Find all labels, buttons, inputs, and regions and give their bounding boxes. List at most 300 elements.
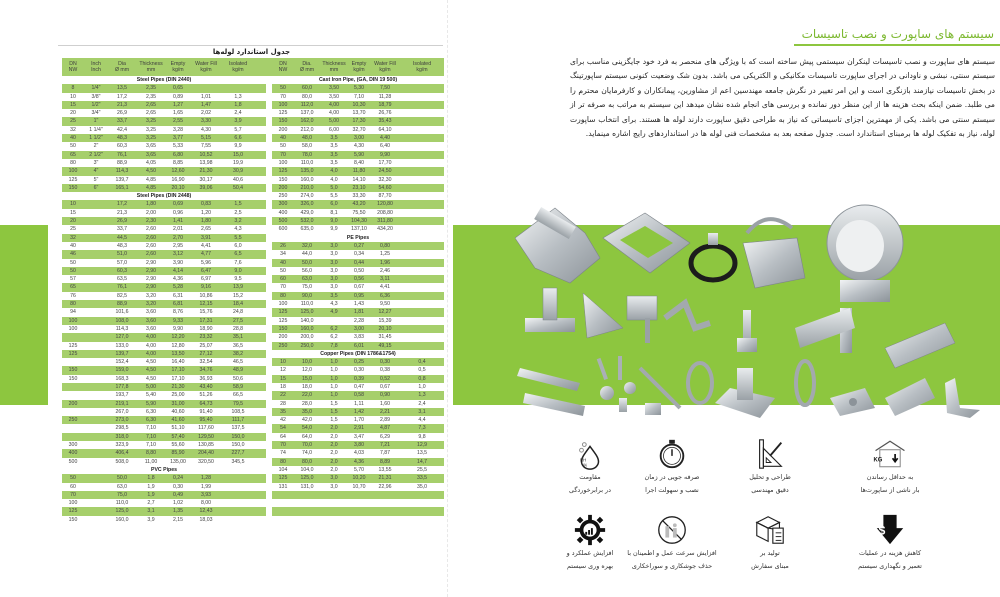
table-cell: 48,3 xyxy=(108,242,136,250)
table-cell: 400 xyxy=(272,209,294,217)
column-header-spacer xyxy=(254,58,266,76)
table-cell: 150 xyxy=(62,184,84,192)
table-cell: 0,80 xyxy=(370,242,400,250)
table-cell xyxy=(84,292,108,300)
feature-caption-line2: مبنای سفارش xyxy=(751,562,789,570)
table-row xyxy=(62,234,266,242)
table-cell xyxy=(400,507,444,515)
table-cell xyxy=(400,176,444,184)
table-cell xyxy=(84,416,108,424)
table-cell: 139,7 xyxy=(108,176,136,184)
table-cell xyxy=(84,350,108,358)
table-row xyxy=(62,441,266,449)
table-cell: 70 xyxy=(272,93,294,101)
table-cell: 33,30 xyxy=(348,192,370,200)
table-cell-spacer xyxy=(254,308,266,316)
table-cell: 125 xyxy=(272,317,294,325)
table-cell: 25,5 xyxy=(400,466,444,474)
table-cell: 131,0 xyxy=(294,483,320,491)
table-cell: 88,9 xyxy=(108,159,136,167)
table-cell xyxy=(84,507,108,515)
table-cell: 13,55 xyxy=(370,466,400,474)
table-cell: 80 xyxy=(62,159,84,167)
table-cell: 250 xyxy=(272,342,294,350)
table-row xyxy=(62,275,266,283)
column-header-line2: Ø mm xyxy=(299,67,315,73)
table-cell: 2,35 xyxy=(136,93,166,101)
table-row xyxy=(272,250,444,258)
table-cell: 51,26 xyxy=(190,391,222,399)
table-cell: 300 xyxy=(272,200,294,208)
table-cell: 6,0 xyxy=(222,242,254,250)
table-row xyxy=(62,134,266,142)
table-cell: 1,01 xyxy=(190,93,222,101)
table-cell: 50 xyxy=(62,474,84,482)
table-cell: 6,5 xyxy=(222,250,254,258)
table-cell: 3,77 xyxy=(166,134,190,142)
table-cell: 3,50 xyxy=(320,84,348,92)
table-row xyxy=(62,433,266,441)
table-cell xyxy=(84,383,108,391)
table-cell: 2 1/2" xyxy=(84,151,108,159)
table-cell: 7,10 xyxy=(136,424,166,432)
table-row xyxy=(62,375,266,383)
table-cell: 7,10 xyxy=(136,433,166,441)
table-cell: 35,0 xyxy=(400,483,444,491)
table-cell-spacer xyxy=(254,333,266,341)
column-header-line1: Empty xyxy=(351,61,367,67)
feature-caption-line1: کاهش هزینه در عملیات xyxy=(858,549,922,557)
table-row xyxy=(62,167,266,175)
feature-caption-line2: تعمیر و نگهداری سیستم xyxy=(858,562,922,570)
column-header-line1: Isolated xyxy=(412,61,432,67)
table-cell: 3,60 xyxy=(136,325,166,333)
table-cell: 160,0 xyxy=(294,176,320,184)
table-cell: 125 xyxy=(62,176,84,184)
table-cell: 300 xyxy=(62,441,84,449)
table-cell-spacer xyxy=(254,225,266,233)
bolts-nuts-part xyxy=(597,356,636,412)
table-cell: 6" xyxy=(84,184,108,192)
table-cell: 150,0 xyxy=(222,433,254,441)
table-cell: 177,8 xyxy=(108,383,136,391)
table-cell: 125,0 xyxy=(294,308,320,316)
table-cell: 40 xyxy=(272,259,294,267)
table-cell xyxy=(84,441,108,449)
feature-item xyxy=(715,513,825,573)
table-cell: 10,0 xyxy=(294,358,320,366)
table-cell: 76 xyxy=(62,292,84,300)
table-cell xyxy=(84,499,108,507)
table-cell: 91,40 xyxy=(190,408,222,416)
table-cell: 168,3 xyxy=(108,375,136,383)
table-cell: 4,00 xyxy=(136,342,166,350)
table-cell: 4,41 xyxy=(190,242,222,250)
table-cell xyxy=(400,491,444,499)
table-row xyxy=(62,350,266,358)
svg-text:KG: KG xyxy=(873,457,883,464)
table-cell: 125 xyxy=(272,167,294,175)
table-row xyxy=(62,300,266,308)
table-cell: 2,0 xyxy=(320,466,348,474)
table-cell-spacer xyxy=(254,317,266,325)
table-cell: 140,0 xyxy=(294,317,320,325)
table-cell xyxy=(222,84,254,92)
base-plate-post-part xyxy=(525,288,575,332)
table-cell: 33,7 xyxy=(108,225,136,233)
table-cell: 64,73 xyxy=(190,400,222,408)
table-cell: 8,00 xyxy=(190,499,222,507)
table-cell: 4,36 xyxy=(348,458,370,466)
feature-caption-line2: نصب و سهولت اجرا xyxy=(645,486,699,494)
feature-caption-line1: مقاومت xyxy=(579,473,601,481)
column-header-line2: kg/m xyxy=(353,67,365,73)
section-header-row xyxy=(272,234,444,242)
table-cell: 3,60 xyxy=(136,317,166,325)
table-cell: 0,67 xyxy=(348,283,370,291)
table-cell: 150 xyxy=(62,516,84,524)
table-cell: 80 xyxy=(272,292,294,300)
table-cell: 111,7 xyxy=(222,416,254,424)
table-cell: 3,5 xyxy=(320,151,348,159)
table-cell: 212,0 xyxy=(294,126,320,134)
column-header-line1: Thickness xyxy=(139,61,163,67)
table-cell-spacer xyxy=(254,242,266,250)
table-cell: 25 xyxy=(62,225,84,233)
beam-clamp-part xyxy=(737,310,757,352)
table-cell: 17,2 xyxy=(108,200,136,208)
table-header-row xyxy=(62,58,266,76)
table-cell-spacer xyxy=(254,126,266,134)
table-cell: 6,30 xyxy=(136,408,166,416)
table-cell: 125 xyxy=(62,350,84,358)
table-cell-spacer xyxy=(254,433,266,441)
column-header-line2: NW xyxy=(278,67,288,73)
table-cell: 1,99 xyxy=(190,483,222,491)
table-cell: 6,47 xyxy=(190,267,222,275)
table-cell: 65 xyxy=(62,283,84,291)
table-cell: 4,3 xyxy=(222,225,254,233)
table-cell-spacer xyxy=(254,383,266,391)
table-cell xyxy=(294,499,320,507)
table-cell: 18,0 xyxy=(294,383,320,391)
table-cell: 21,30 xyxy=(190,167,222,175)
table-cell: 3,0 xyxy=(320,474,348,482)
table-cell: 5,30 xyxy=(348,84,370,92)
table-cell: 31,00 xyxy=(166,400,190,408)
hanger-loop-part xyxy=(796,361,814,405)
table-cell: 1,42 xyxy=(348,408,370,416)
section-header-row xyxy=(62,76,266,84)
table-cell: 0,38 xyxy=(370,366,400,374)
column-header-line2: Inch xyxy=(91,67,101,73)
table-row xyxy=(62,342,266,350)
column-header-line2: kg/m xyxy=(416,67,428,73)
table-cell: 21,31 xyxy=(370,474,400,482)
table-cell-spacer xyxy=(254,507,266,515)
table-cell: 15 xyxy=(62,101,84,109)
table-row xyxy=(62,516,266,524)
table-cell: 4,85 xyxy=(136,176,166,184)
table-row xyxy=(62,117,266,125)
table-cell: 50 xyxy=(272,142,294,150)
table-cell: 30,9 xyxy=(222,167,254,175)
table-cell: 2,60 xyxy=(136,250,166,258)
table-cell xyxy=(400,325,444,333)
table-cell: 18,03 xyxy=(190,516,222,524)
table-cell: 46 xyxy=(62,250,84,258)
table-cell xyxy=(84,400,108,408)
table-cell: 9,0 xyxy=(222,267,254,275)
table-cell: 16,90 xyxy=(166,176,190,184)
table-cell: 137,0 xyxy=(294,109,320,117)
table-cell: 4,30 xyxy=(190,126,222,134)
table-cell-spacer xyxy=(254,491,266,499)
feature-caption-line2: حذف جوشکاری و سوراخکاری xyxy=(631,562,713,570)
table-cell: 36,93 xyxy=(190,375,222,383)
table-cell-spacer xyxy=(254,117,266,125)
table-cell: 0,39 xyxy=(348,375,370,383)
table-cell xyxy=(320,491,348,499)
table-cell xyxy=(84,225,108,233)
table-cell: 0,24 xyxy=(166,474,190,482)
table-cell: 48,3 xyxy=(108,134,136,142)
table-cell: 5,5 xyxy=(222,234,254,242)
table-cell: 104 xyxy=(272,466,294,474)
table-cell: 11,80 xyxy=(348,167,370,175)
table-cell: 110,0 xyxy=(294,159,320,167)
table-cell: 70 xyxy=(272,441,294,449)
table-cell: 3/4" xyxy=(84,109,108,117)
table-cell: 31,45 xyxy=(370,333,400,341)
table-cell: 5,70 xyxy=(348,466,370,474)
table-cell: 600 xyxy=(272,225,294,233)
table-cell-spacer xyxy=(254,250,266,258)
table-cell: 200 xyxy=(272,184,294,192)
table-cell: 7,87 xyxy=(370,449,400,457)
table-cell: 2,65 xyxy=(136,109,166,117)
table-cell: 50 xyxy=(272,84,294,92)
table-cell: 27,5 xyxy=(222,317,254,325)
table-cell xyxy=(348,499,370,507)
table-cell: 4,0 xyxy=(320,176,348,184)
table-cell: 400 xyxy=(62,449,84,457)
table-cell: 24,8 xyxy=(222,308,254,316)
table-cell: 42,0 xyxy=(294,416,320,424)
table-cell-spacer xyxy=(254,516,266,524)
table-cell: 6,2 xyxy=(320,333,348,341)
table-cell: 0,89 xyxy=(166,93,190,101)
table-cell-spacer xyxy=(254,176,266,184)
table-cell: 5" xyxy=(84,176,108,184)
table-cell: 35,0 xyxy=(294,408,320,416)
table-row xyxy=(272,93,444,101)
table-cell: 7,6 xyxy=(222,259,254,267)
table-cell: 3,28 xyxy=(166,126,190,134)
table-cell xyxy=(348,507,370,515)
table-row xyxy=(272,375,444,383)
table-cell-spacer xyxy=(254,184,266,192)
svg-text:%: % xyxy=(583,462,588,468)
table-cell: 162,0 xyxy=(294,117,320,125)
clevis-hanger-part xyxy=(688,363,712,403)
table-cell: 8,76 xyxy=(166,308,190,316)
table-cell xyxy=(400,200,444,208)
table-cell: 120,80 xyxy=(370,200,400,208)
table-cell: 54 xyxy=(272,424,294,432)
table-cell: 532,0 xyxy=(294,217,320,225)
table-cell: 70,0 xyxy=(294,441,320,449)
table-cell: 1,0 xyxy=(320,375,348,383)
table-cell: 345,5 xyxy=(222,458,254,466)
table-cell: 76,1 xyxy=(108,151,136,159)
table-row xyxy=(272,408,444,416)
table-cell: 3,1 xyxy=(400,408,444,416)
table-cell: 1,5 xyxy=(222,200,254,208)
table-cell xyxy=(400,342,444,350)
table-cell: 9,9 xyxy=(320,225,348,233)
table-cell: 4" xyxy=(84,167,108,175)
column-header xyxy=(62,58,84,76)
table-top-rule xyxy=(58,45,443,46)
table-cell: 28 xyxy=(272,400,294,408)
table-cell: 3,0 xyxy=(320,259,348,267)
angle-bracket-part xyxy=(583,293,623,338)
box-checklist-icon xyxy=(715,513,825,547)
table-row xyxy=(272,400,444,408)
table-cell: 58,0 xyxy=(294,142,320,150)
table-row xyxy=(272,275,444,283)
feature-caption-line2: بار ناشی از ساپورت‌ها xyxy=(860,486,920,494)
table-row xyxy=(62,242,266,250)
table-cell xyxy=(400,142,444,150)
column-header-line2: mm xyxy=(329,67,339,73)
table-cell: 3,5 xyxy=(320,292,348,300)
table-cell: 2,30 xyxy=(136,217,166,225)
table-cell: 100 xyxy=(272,300,294,308)
table-cell: 3,91 xyxy=(190,234,222,242)
table-cell-spacer xyxy=(254,142,266,150)
table-cell: 13,50 xyxy=(166,350,190,358)
table-row xyxy=(62,483,266,491)
table-row xyxy=(272,358,444,366)
table-cell: 0,67 xyxy=(370,383,400,391)
table-cell: 125 xyxy=(62,507,84,515)
table-cell: 0,8 xyxy=(400,375,444,383)
table-cell xyxy=(400,93,444,101)
table-row xyxy=(272,449,444,457)
column-header-line2: kg/m xyxy=(200,67,212,73)
table-cell: 1,80 xyxy=(190,217,222,225)
table-cell xyxy=(400,317,444,325)
feature-caption-line2: بهره وری سیستم xyxy=(566,562,613,570)
table-cell: 48,9 xyxy=(222,366,254,374)
table-cell: 6,6 xyxy=(222,134,254,142)
table-row xyxy=(272,433,444,441)
table-cell: 1,3 xyxy=(222,93,254,101)
table-cell: 60,3 xyxy=(108,142,136,150)
table-cell: 74 xyxy=(272,449,294,457)
table-cell xyxy=(400,242,444,250)
table-cell xyxy=(400,84,444,92)
table-row xyxy=(62,325,266,333)
table-cell: 60,3 xyxy=(108,267,136,275)
table-cell: 17,70 xyxy=(370,159,400,167)
table-cell-spacer xyxy=(254,275,266,283)
column-header-line1: Empty xyxy=(170,61,186,67)
table-row xyxy=(272,317,444,325)
table-cell: 1,96 xyxy=(370,259,400,267)
table-row xyxy=(272,109,444,117)
table-cell xyxy=(400,117,444,125)
table-cell: 20,10 xyxy=(166,184,190,192)
table-cell: 3,83 xyxy=(348,333,370,341)
table-cell: 5,00 xyxy=(320,117,348,125)
table-row xyxy=(272,499,444,507)
table-cell: 32,70 xyxy=(348,126,370,134)
table-cell: 2,02 xyxy=(190,109,222,117)
column-header-line1: DN xyxy=(69,61,77,67)
table-cell xyxy=(400,184,444,192)
table-cell: 200,0 xyxy=(294,333,320,341)
column-header xyxy=(272,58,294,76)
table-cell: 40 xyxy=(62,134,84,142)
table-cell xyxy=(84,424,108,432)
table-cell xyxy=(222,499,254,507)
table-cell: 51,0 xyxy=(108,250,136,258)
table-cell: 219,1 xyxy=(108,400,136,408)
table-cell xyxy=(84,217,108,225)
table-cell: 110,0 xyxy=(294,300,320,308)
table-cell: 28,8 xyxy=(222,325,254,333)
table-cell: 150 xyxy=(272,117,294,125)
table-row xyxy=(62,416,266,424)
table-cell: 9,90 xyxy=(370,151,400,159)
table-cell: 3,5 xyxy=(320,159,348,167)
column-header-line2: kg/m xyxy=(172,67,184,73)
section-title: Cast Iron Pipe, (GA, DIN 19 500) xyxy=(272,76,444,84)
table-cell-spacer xyxy=(254,325,266,333)
table-cell xyxy=(400,516,444,524)
table-cell: 406,4 xyxy=(108,449,136,457)
table-cell: 1,70 xyxy=(348,416,370,424)
table-cell: 26,9 xyxy=(108,109,136,117)
table-cell xyxy=(400,300,444,308)
table-cell: 320,50 xyxy=(190,458,222,466)
table-row xyxy=(62,209,266,217)
table-cell-spacer xyxy=(254,300,266,308)
table-cell: 1,0 xyxy=(400,383,444,391)
table-cell: 5,7 xyxy=(222,126,254,134)
table-cell: 51,10 xyxy=(166,424,190,432)
table-cell: 4,87 xyxy=(370,424,400,432)
table-row xyxy=(272,225,444,233)
table-cell: 12,9 xyxy=(400,441,444,449)
table-row xyxy=(62,93,266,101)
table-cell: 38,2 xyxy=(222,350,254,358)
table-row xyxy=(62,159,266,167)
table-cell: 125,0 xyxy=(294,474,320,482)
title-underline xyxy=(794,44,1000,46)
table-cell: 1,8 xyxy=(222,101,254,109)
table-cell: 15,76 xyxy=(190,308,222,316)
table-cell: 2,91 xyxy=(348,424,370,432)
table-cell: 7,10 xyxy=(348,93,370,101)
table-cell: 3,20 xyxy=(136,292,166,300)
table-cell: 150 xyxy=(272,325,294,333)
table-row xyxy=(272,117,444,125)
table-cell: 0,65 xyxy=(166,84,190,92)
